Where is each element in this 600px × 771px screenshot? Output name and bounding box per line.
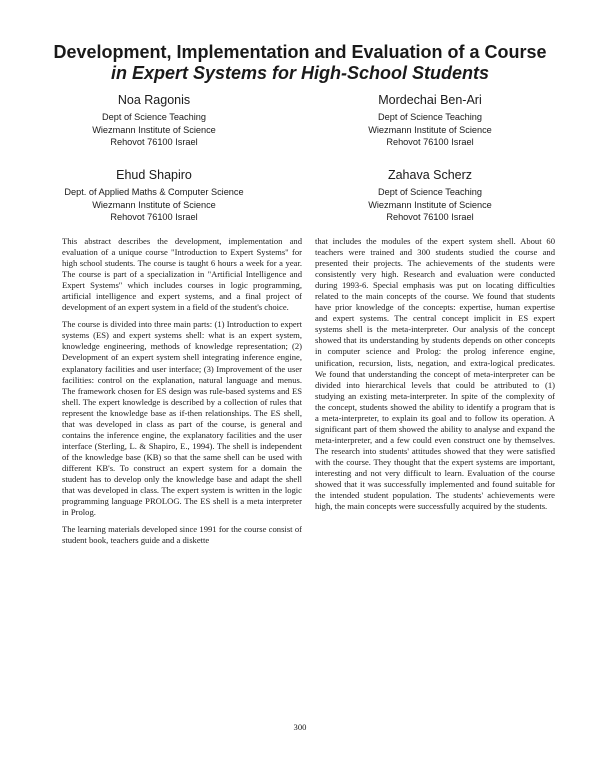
author-name: Noa Ragonis [117, 93, 191, 107]
author-block-scherz [300, 167, 560, 224]
author-institute: Wiezmann Institute of Science [92, 199, 216, 210]
left-column [62, 236, 302, 552]
body-paragraph: The learning materials developed since 1991 for the course consist of student book, teachers guide and a diskette [62, 524, 302, 546]
author-name: Mordechai Ben-Ari [378, 93, 482, 107]
author-institute: Wiezmann Institute of Science [368, 124, 492, 135]
author-dept: Dept of Science Teaching [377, 187, 483, 197]
author-dept: Dept of Science Teaching [377, 112, 483, 122]
author-dept: Dept. of Applied Maths & Computer Science [64, 187, 244, 197]
body-paragraph: that includes the modules of the expert system shell. About 60 teachers were trained and 300 students studied the course and presented their projects. The achievements of the students were consistently very high. Research and evaluation were conducted during 1993-6. Special emphasis was put on locating difficulties related to the main concepts of the course. We found that students have prior knowledge of the concepts: expertise, human expertise and expert systems. The central concept implicit in ES expert systems shell is the meta-interpreter. Our analysis of the concept showed that its understanding by students depends on other concepts in computer science and Prolog: the prolog inference engine, unification, recursion, lists, negation, and extra-logical predicates. We found that understanding the concept of meta-interpreter can be divided into hierarchical levels that could be attributed to (1) studying an existing meta-interpreter. In spite of the complexity of the concept, students showed the ability to identify a program that is a meta-interpreter, to explain its goal and to follow its operation. A significant part of them showed the ability to analyse and expand the meta-interpreter, and a few could even construct one by themselves. The research into students' attitudes showed that they were satisfied with the course. They thought that the expert systems are important, interesting and not very difficult to learn. Evaluation of the course showed that it was successfully implemented and found suitable for the intended student population. The students' achievements were high, the main concepts were successfully acquired by the students. [315, 236, 555, 512]
page-number: 300 [293, 722, 307, 732]
author-city: Rehovot 76100 Israel [386, 212, 474, 222]
author-city: Rehovot 76100 Israel [110, 212, 198, 222]
author-institute: Wiezmann Institute of Science [92, 124, 216, 135]
title-line-2: in Expert Systems for High-School Students [110, 63, 490, 83]
author-institute: Wiezmann Institute of Science [368, 199, 492, 210]
title-line-1: Development, Implementation and Evaluation of a Course [53, 42, 547, 62]
author-name: Zahava Scherz [387, 168, 473, 182]
paper-title [40, 42, 560, 84]
body-paragraph: This abstract describes the development, implementation and evaluation of a unique course "Introduction to Expert Systems" for high school students. The course is taught 6 hours a week for a year. The course is part of a specialization in "Artificial Intelligence and Expert Systems" which includes courses in logic programming, artificial intelligence and expert systems, and a final project of development of an expert system in a field of the student's choice. [62, 236, 302, 313]
author-dept: Dept of Science Teaching [101, 112, 207, 122]
author-block-ragonis [24, 92, 284, 149]
author-city: Rehovot 76100 Israel [110, 137, 198, 147]
author-block-ben-ari [300, 92, 560, 149]
author-city: Rehovot 76100 Israel [386, 137, 474, 147]
body-paragraph: The course is divided into three main parts: (1) Introduction to expert systems (ES) and expert systems shell: what is an expert system, knowledge engineering, methods of knowledge representation; (2) Development of an expert system shell integrating inference engine, explanatory facilities and user interface; (3) Improvement of the user facilities: control on the explanation, natural language and menus. The framework chosen for ES design was rule-based systems and ES shell. The expert knowledge is described by a collection of rules that represent the knowledge base as if-then relationships. The ES shell, that was developed in class as part of the course, is general and contains the inference engine, the explanatory facilities and the user interface (Sterling, L. & Shapiro, E., 1994). The shell is independent of the knowledge base (KB) so that the same shell can be used with different KB's. To construct an expert system for a domain the student has to develop only the knowledge base and adapt the shell that was developed in class. The expert system is written in the logic programming language PROLOG. The ES shell is a meta interpreter in Prolog. [62, 319, 302, 518]
author-name: Ehud Shapiro [116, 168, 192, 182]
author-block-shapiro [24, 167, 284, 224]
right-column [315, 236, 555, 518]
